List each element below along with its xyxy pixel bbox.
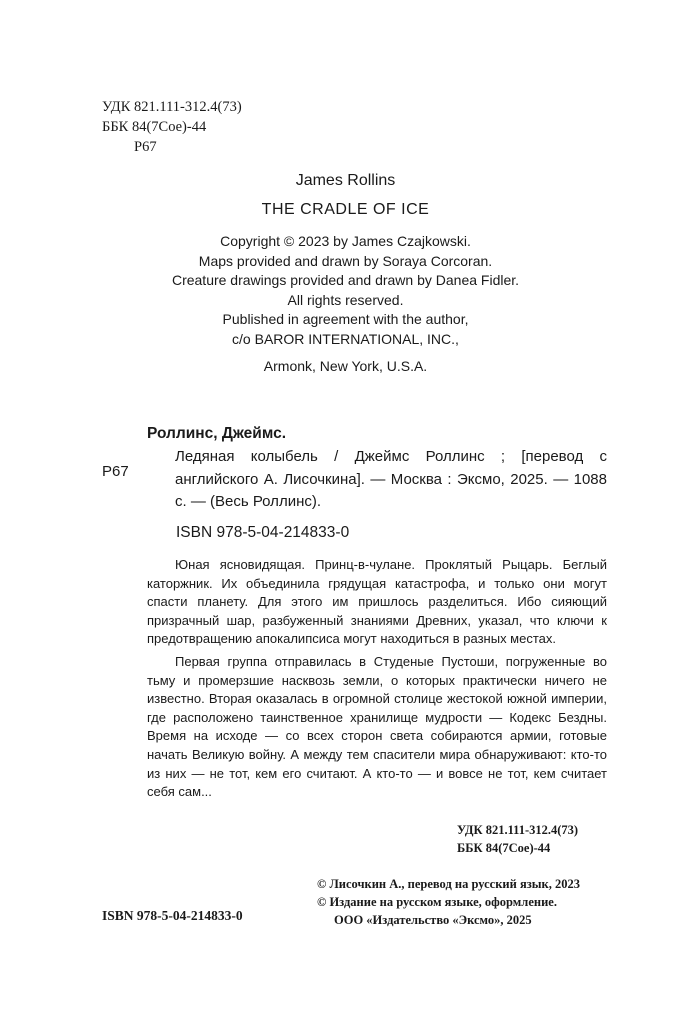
rights-publisher: ООО «Издательство «Эксмо», 2025 bbox=[334, 913, 532, 927]
classification-codes bbox=[102, 97, 242, 157]
annotation bbox=[147, 556, 607, 802]
copyright-line: Maps provided and drawn by Soraya Corcoran. bbox=[198, 252, 493, 269]
udk-code: УДК 821.111-312.4(73) bbox=[102, 99, 242, 115]
footer-bbk: ББК 84(7Сое)-44 bbox=[457, 841, 551, 855]
catalog-heading: Роллинс, Джеймс. bbox=[147, 425, 287, 442]
catalog-author-mark: Р67 bbox=[102, 463, 129, 480]
copyright-block bbox=[0, 232, 691, 377]
footer-codes bbox=[457, 821, 578, 857]
author-mark: Р67 bbox=[134, 139, 157, 155]
rights-translation: © Лисочкин А., перевод на русский язык, 2023 bbox=[317, 877, 580, 891]
copyright-line: c/o BAROR INTERNATIONAL, INC., bbox=[232, 330, 459, 347]
copyright-line: Copyright © 2023 by James Czajkowski. bbox=[220, 233, 471, 249]
catalog-entry bbox=[147, 446, 607, 514]
original-title: THE CRADLE OF ICE bbox=[261, 201, 430, 218]
bbk-code: ББК 84(7Сое)-44 bbox=[102, 119, 207, 135]
annotation-paragraph: Юная ясновидящая. Принц-в-чулане. Проклятый Рыцарь. Беглый каторжник. Их объединила грядущая катастрофа, и только они могут спасти планету. Для этого им пришлось разделиться. Ибо сияющий призрачный шар, разбуженный знаниями Древних, указал, что ключи к предотвращению апокалипсиса могут находиться в разных местах. bbox=[147, 557, 607, 647]
copyright-line: Creature drawings provided and drawn by Danea Fidler. bbox=[171, 272, 520, 288]
catalog-isbn: ISBN 978-5-04-214833-0 bbox=[176, 524, 350, 541]
annotation-paragraph: Первая группа отправилась в Студеные Пустоши, погруженные во тьму и промерзшие насквозь земли, о которых практически ничего не известно. Вторая оказалась в огромной столице жестокой южной империи, где расположено таинственное хранилище мудрости — Кодекс Бездны. Время на исходе — со всех сторон света собираются армии, готовые начать Великую войну. А между тем спасители мира обнаруживают: кто-то из них — не тот, кем его считают. А кто-то — и вовсе не тот, кем считает себя сам... bbox=[147, 653, 607, 800]
catalog-body: Ледяная колыбель / Джеймс Роллинс ; [перевод с английского А. Лисочкина]. — Москва : Эксмо, 2025. — 1088 с. — (Весь Роллинс). bbox=[175, 448, 607, 510]
footer-isbn: ISBN 978-5-04-214833-0 bbox=[102, 908, 243, 923]
rights-block bbox=[317, 875, 580, 929]
copyright-location: Armonk, New York, U.S.A. bbox=[263, 358, 428, 374]
rights-edition: © Издание на русском языке, оформление. bbox=[317, 895, 557, 909]
copyright-line: All rights reserved. bbox=[287, 291, 404, 308]
original-author: James Rollins bbox=[295, 172, 396, 189]
copyright-line: Published in agreement with the author, bbox=[222, 311, 469, 327]
footer-udk: УДК 821.111-312.4(73) bbox=[457, 823, 579, 837]
